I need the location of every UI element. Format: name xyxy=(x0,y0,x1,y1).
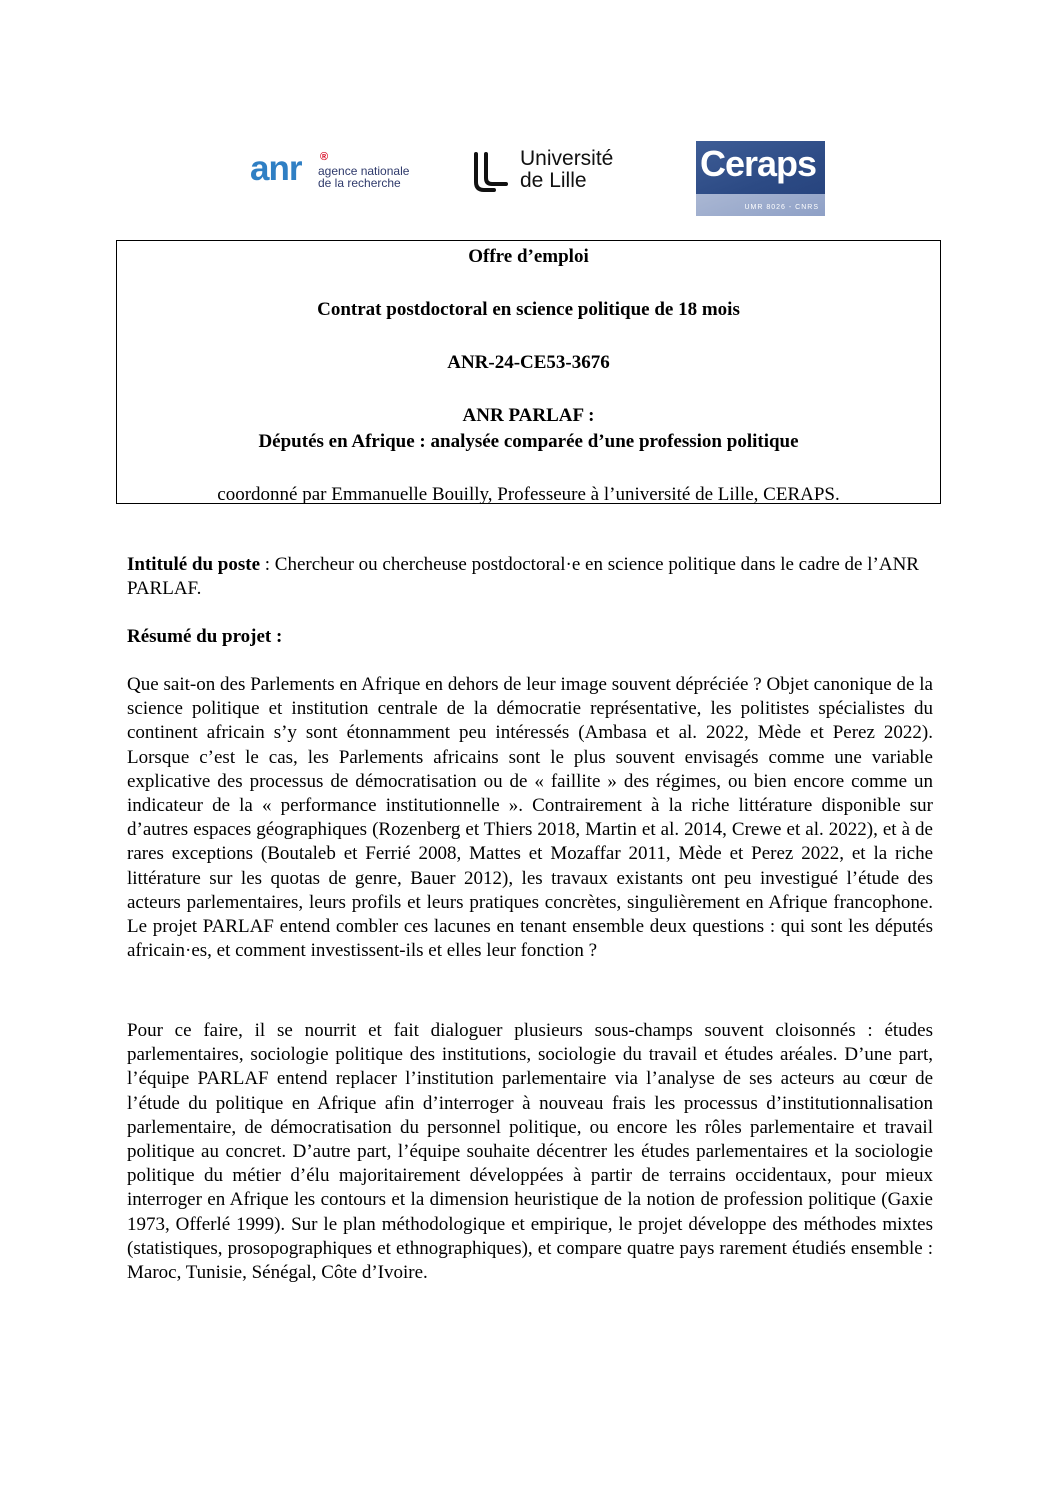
universite-de-lille-logo xyxy=(472,148,642,196)
position-title-text: : Chercheur ou chercheuse postdoctoral·e en science politique dans le cadre de l’ANR PARLAF. xyxy=(127,554,919,600)
anr-registered-mark: ® xyxy=(320,151,329,163)
anr-logo-line2: de la recherche xyxy=(318,176,401,190)
position-title-paragraph xyxy=(127,553,933,601)
offer-title: Offre d’emploi xyxy=(468,246,589,267)
project-coordination: coordonné par Emmanuelle Bouilly, Professeure à l’université de Lille, CERAPS. xyxy=(217,484,840,505)
project-subtitle: Députés en Afrique : analysée comparée d’une profession politique xyxy=(258,431,799,452)
lille-logo-line1: Université xyxy=(520,147,614,170)
summary-paragraph-2: Pour ce faire, il se nourrit et fait dialoguer plusieurs sous-champs souvent cloisonnés : études parlementaires, sociologie politique des institutions, sociologie du travail et études aréales. D’une part, l’équipe PARLAF entend replacer l’institution parlementaire via l’analyse de ses acteurs au cœur de l’étude du politique en Afrique afin d’interroger à nouveau frais les processus d’institutionnalisation parlementaire, de démocratisation du personnel politique, ou encore les rôles parlementaire et travail politique au concret. D’autre part, l’équipe souhaite décentrer les études parlementaires et la sociologie politique du métier d’élu majoritairement développées à partir de terrains occidentaux, pour mieux interroger en Afrique les contours et la dimension heuristique de la notion de profession politique (Gaxie 1973, Offerlé 1999). Sur le plan méthodologique et empirique, le projet développe des méthodes mixtes (statistiques, prosopographiques et ethnographiques), et compare quatre pays rarement étudiés ensemble : Maroc, Tunisie, Sénégal, Côte d’Ivoire. xyxy=(127,1020,933,1284)
anr-logo xyxy=(250,150,420,194)
lille-logo-text xyxy=(520,148,613,192)
anr-logo-line1: agence nationale xyxy=(318,164,410,178)
anr-logo-subtitle xyxy=(318,165,409,189)
lille-emblem-icon xyxy=(472,152,512,192)
job-offer-header-box xyxy=(116,240,941,504)
ceraps-logo-brand: Ceraps xyxy=(700,143,817,184)
project-name: ANR PARLAF : xyxy=(462,405,595,426)
project-reference: ANR-24-CE53-3676 xyxy=(447,352,610,373)
ceraps-logo-umr: UMR 8026 - CNRS xyxy=(744,204,819,211)
position-title-label: Intitulé du poste xyxy=(127,554,261,575)
anr-logo-word: anr xyxy=(250,149,302,188)
summary-paragraph-1: Que sait-on des Parlements en Afrique en dehors de leur image souvent dépréciée ? Objet canonique de la science politique et institution centrale de la démocratie représentative, les politistes spécialistes du continent africain s’y sont étonnamment peu intéressés (Ambasa et al. 2022, Mède et Perez 2022). Lorsque c’est le cas, les Parlements africains sont le plus souvent envisagés comme une variable explicative des processus de démocratisation ou de « faillite » des régimes, ou bien encore comme un indicateur de la « performance institutionnelle ». Contrairement à la riche littérature disponible sur d’autres espaces géographiques (Rozenberg et Thiers 2018, Martin et al. 2014, Crewe et al. 2022), et à de rares exceptions (Boutaleb et Ferrié 2008, Mattes et Mozaffar 2011, Mède et Perez 2022, et la riche littérature sur les quotas de genre, Bauer 2012), les travaux existants ont peu investigué l’étude des acteurs parlementaires, leurs profils et leurs pratiques concrètes, singulièrement en Afrique francophone. Le projet PARLAF entend combler ces lacunes en tenant ensemble deux questions : qui sont les députés africain·es, et comment investissent-ils et elles leur fonction ? xyxy=(127,674,933,962)
ceraps-logo xyxy=(696,141,825,216)
lille-logo-line2: de Lille xyxy=(520,169,587,192)
project-summary-heading: Résumé du projet : xyxy=(127,626,283,647)
contract-title: Contrat postdoctoral en science politique de 18 mois xyxy=(317,299,740,320)
